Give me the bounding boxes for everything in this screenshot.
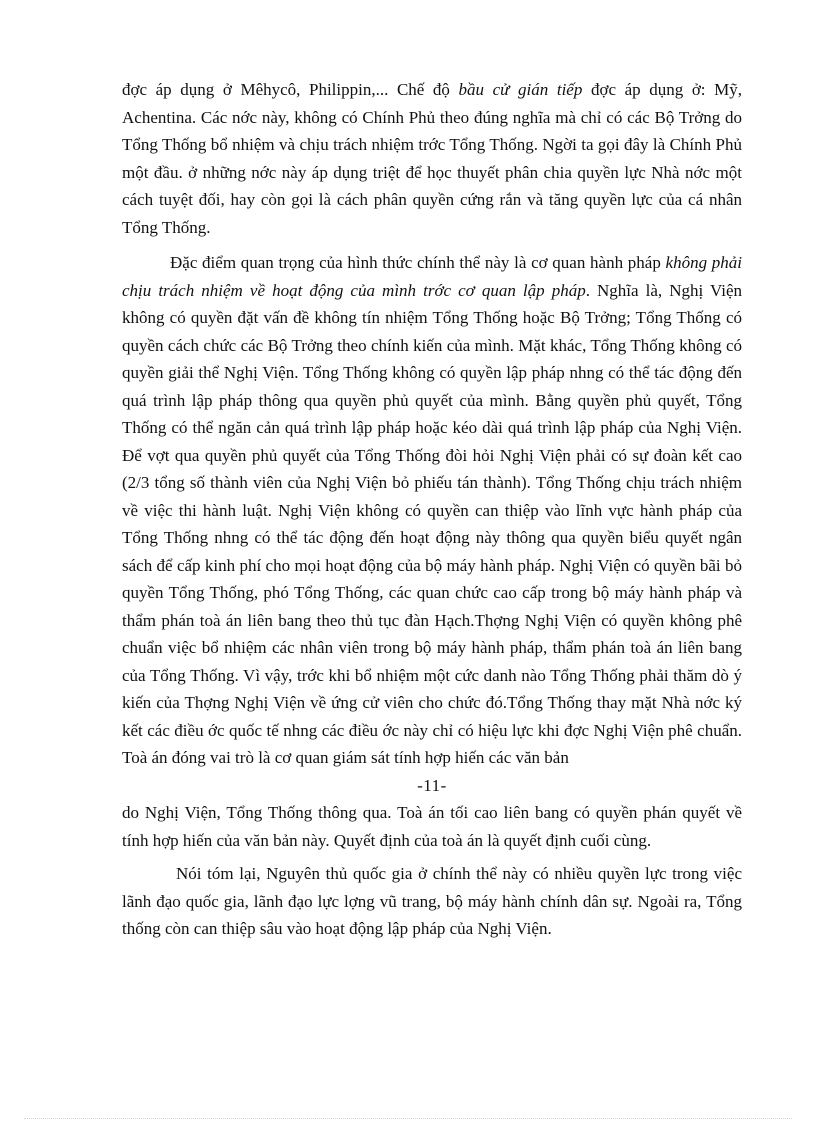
- paragraph-2-text-b: . Nghĩa là, Nghị Viện không có quyền đặt vấn đề không tín nhiệm Tổng Thống hoặc Bộ Trởng; Tổng Thống có quyền cách chức các Bộ Trởng theo chính kiến của mình. Mặt khác, Tổng Thống không có quyền giải thể Nghị Viện. Tổng Thống không có quyền lập pháp nhng có thể tác động đến quá trình lập pháp thông qua quyền phủ quyết của mình. Bằng quyền phủ quyết, Tổng Thống có thể ngăn cản quá trình lập pháp hoặc kéo dài quá trình lập pháp của Nghị Viện. Để vợt qua quyền phủ quyết của Tổng Thống đòi hỏi Nghị Viện phải có sự đoàn kết cao (2/3 tổng số thành viên của Nghị Viện bỏ phiếu tán thành). Tổng Thống chịu trách nhiệm về việc thi hành luật. Nghị Viện không có quyền can thiệp vào lĩnh vực hành pháp của Tổng Thống nhng có thể tác động đến hoạt động này thông qua quyền biểu quyết ngân sách để cấp kinh phí cho mọi hoạt động của bộ máy hành pháp. Nghị Viện có quyền bãi bỏ quyền Tổng Thống, phó Tổng Thống, các quan chức cao cấp trong bộ máy hành pháp và thẩm phán toà án liên bang theo thủ tục đàn Hạch.Thợng Nghị Viện có quyền không phê chuẩn việc bổ nhiệm các nhân viên trong bộ máy hành pháp, thẩm phán toà án liên bang của Tổng Thống. Vì vậy, trớc khi bổ nhiệm một cức danh nào Tổng Thống phải thăm dò ý kiến của Thợng Nghị Viện về ứng cử viên cho chức đó.Tổng Thống thay mặt Nhà nớc ký kết các điều ớc quốc tế nhng các điều ớc này chỉ có hiệu lực khi đợc Nghị Viện phê chuẩn. Toà án đóng vai trò là cơ quan giám sát tính hợp hiến các văn bản: [122, 280, 743, 767]
- page-number: -11-: [417, 775, 447, 795]
- paragraph-2-emphasis: không phải chịu trách nhiệm về hoạt động của mình trớc cơ quan lập pháp: [122, 253, 742, 300]
- paragraph-3: do Nghị Viện, Tổng Thống thông qua. Toà án tối cao liên bang có quyền phán quyết về tính hợp hiến của văn bản này. Quyết định của toà án là quyết định cuối cùng.: [122, 803, 742, 850]
- paragraph-2: [122, 249, 742, 772]
- page-bottom-divider: [24, 1118, 792, 1119]
- paragraph-4: Nói tóm lại, Nguyên thủ quốc gia ở chính thể này có nhiều quyền lực trong việc lãnh đạo quốc gia, lãnh đạo lực lợng vũ trang, bộ máy hành chính dân sự. Ngoài ra, Tổng thống còn can thiệp sâu vào hoạt động lập pháp của Nghị Viện.: [122, 864, 742, 938]
- paragraph-1: [122, 76, 742, 241]
- document-page: [122, 76, 742, 943]
- paragraph-1-emphasis: bầu cử gián tiếp: [458, 80, 583, 99]
- paragraph-1-text-a: đợc áp dụng ở Mêhycô, Philippin,... Chế độ: [122, 80, 459, 99]
- paragraph-1-text-b: đợc áp dụng ở: Mỹ, Achentina. Các nớc này, không có Chính Phủ theo đúng nghĩa mà chỉ có các Bộ Trởng do Tổng Thống bổ nhiệm và chịu trách nhiệm trớc Tổng Thống. Ngời ta gọi đây là Chính Phủ một đầu. ở những nớc này áp dụng triệt để học thuyết phân chia quyền lực Nhà nớc một cách tuyệt đối, hay còn gọi là cách phân quyền cứng rắn và tăng quyền lực của cá nhân Tổng Thống.: [122, 80, 742, 237]
- paragraph-2-text-a: Đặc điểm quan trọng của hình thức chính thể này là cơ quan hành pháp: [170, 253, 666, 272]
